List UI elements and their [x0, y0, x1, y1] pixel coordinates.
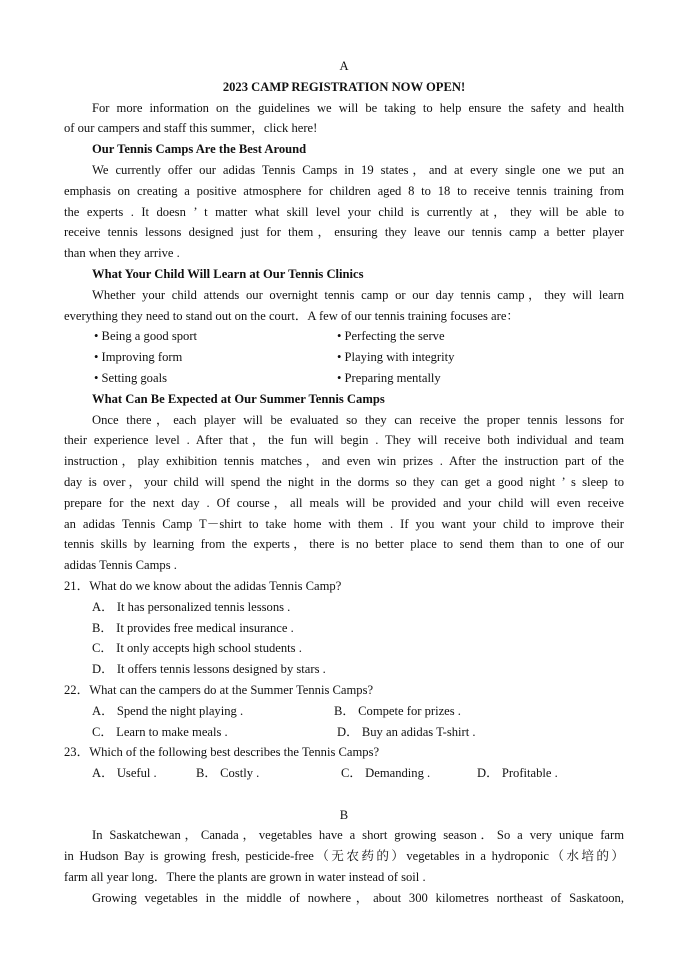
section-spacer — [64, 784, 624, 805]
paragraph-line: than when they arrive . — [64, 246, 180, 261]
option[interactable]: D． Buy an adidas T-shirt . — [337, 724, 476, 739]
paragraph-line: Growing vegetables in the middle of nowhere，about 300 kilometres northeast of Saskatoon, — [92, 890, 624, 905]
paragraph-line: tennis skills by learning from the experts，there is no better place to send them than to one of our — [64, 537, 624, 552]
option[interactable]: B． Compete for prizes . — [334, 703, 461, 718]
list-item: • Perfecting the serve — [337, 329, 445, 344]
option[interactable]: B． It provides free medical insurance . — [92, 620, 294, 635]
paragraph-line: We currently offer our adidas Tennis Camps in 19 states，and at every single one we put an — [92, 162, 624, 177]
option[interactable]: B． Costly . — [196, 766, 260, 781]
question-stem: 21．What do we know about the adidas Tennis Camp? — [64, 578, 342, 593]
intro-line: For more information on the guidelines we will be taking to help ensure the safety and health — [92, 100, 624, 115]
paragraph-line: an adidas Tennis Camp T－shirt to take home with them . If you want your child to improve their — [64, 516, 624, 531]
section-b-letter: B — [339, 807, 349, 822]
option[interactable]: C． It only accepts high school students . — [92, 641, 302, 656]
list-item: • Setting goals — [94, 370, 167, 385]
list-item: • Being a good sport — [94, 329, 198, 344]
paragraph-line: their experience level . After that，the fun will begin . They will receive both individual and team — [64, 433, 624, 448]
paragraph-line: day is over，your child will spend the night in the dorms so they can get a good night ’ s sleep to — [64, 474, 624, 489]
focus-list — [64, 326, 624, 388]
section-heading: What Can Be Expected at Our Summer Tennis Camps — [92, 391, 385, 406]
question-options — [64, 597, 624, 680]
question-options — [64, 701, 624, 743]
intro-line: of our campers and staff this summer，click here! — [64, 121, 318, 136]
paragraph-line: Once there，each player will be evaluated so they can receive the proper tennis lessons for — [92, 412, 624, 427]
paragraph-line: emphasis on creating a positive atmosphere for children aged 8 to 18 to receive tennis training from — [64, 183, 624, 198]
option[interactable]: C． Demanding . — [341, 766, 431, 781]
paragraph-line: the experts . It doesn ’ t matter what skill level your child is currently at，they will be able to — [64, 204, 624, 219]
question-stem: 23．Which of the following best describes the Tennis Camps? — [64, 745, 380, 760]
option[interactable]: A． Spend the night playing . — [92, 703, 244, 718]
paragraph-line: in Hudson Bay is growing fresh, pesticide-free（无农药的）vegetables in a hydroponic（水培的） — [64, 849, 624, 864]
section-a-letter: A — [339, 59, 349, 73]
paragraph-line: instruction，play exhibition tennis matches，and even win prizes . After the instruction part of the — [64, 454, 624, 469]
question-options — [64, 763, 624, 784]
paragraph-line: adidas Tennis Camps . — [64, 558, 177, 573]
question-stem: 22．What can the campers do at the Summer Tennis Camps? — [64, 682, 374, 697]
list-item: • Playing with integrity — [337, 350, 455, 365]
paragraph-line: Whether your child attends our overnight tennis camp or our day tennis camp，they will learn — [92, 287, 624, 302]
section-heading: Our Tennis Camps Are the Best Around — [92, 142, 307, 157]
paragraph-line: In Saskatchewan，Canada，vegetables have a short growing season．So a very unique farm — [92, 828, 624, 843]
section-a-title: 2023 CAMP REGISTRATION NOW OPEN! — [222, 79, 466, 94]
list-item: • Preparing mentally — [337, 370, 441, 385]
section-heading: What Your Child Will Learn at Our Tennis Clinics — [92, 266, 364, 281]
option[interactable]: C． Learn to make meals . — [92, 724, 228, 739]
option[interactable]: A． Useful . — [92, 766, 157, 781]
list-item: • Improving form — [94, 350, 183, 365]
paragraph-line: receive tennis lessons designed just for them，ensuring they leave our tennis camp a better player — [64, 225, 624, 240]
paragraph-line: farm all year long．There the plants are grown in water instead of soil . — [64, 870, 426, 885]
option[interactable]: D． Profitable . — [477, 766, 558, 781]
paragraph-line: prepare for the next day . Of course，all meals will be provided and your child will even receive — [64, 495, 624, 510]
worksheet-page — [64, 56, 624, 909]
paragraph-line: everything they need to stand out on the court．A few of our tennis training focuses are： — [64, 308, 520, 323]
option[interactable]: A． It has personalized tennis lessons . — [92, 599, 291, 614]
option[interactable]: D． It offers tennis lessons designed by stars . — [92, 662, 326, 677]
